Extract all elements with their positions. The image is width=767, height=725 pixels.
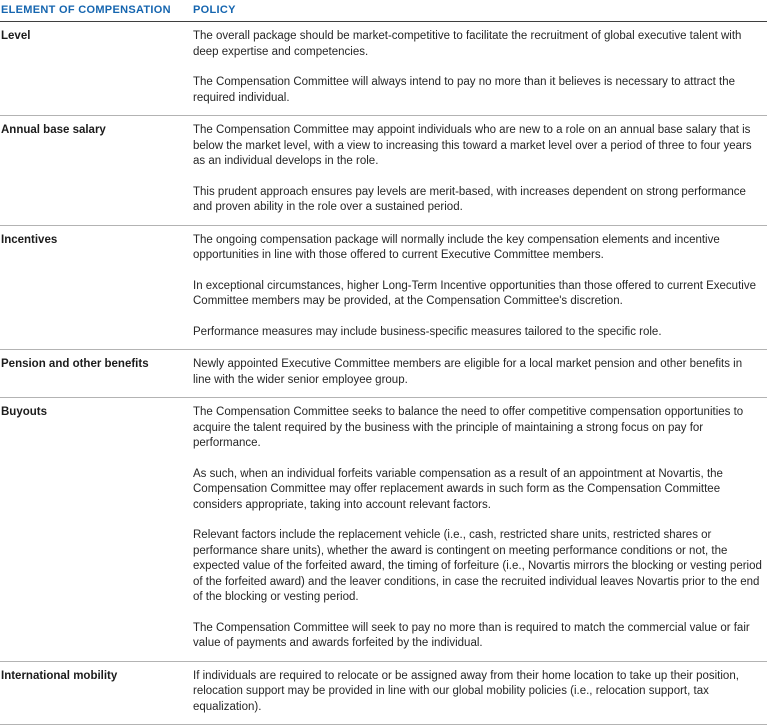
policy-cell	[193, 669, 767, 716]
policy-cell	[193, 123, 767, 216]
table-row-pension-and-other-benefits	[0, 350, 767, 398]
element-cell: International mobility	[1, 669, 186, 716]
element-cell: Buyouts	[1, 405, 186, 652]
element-cell: Incentives	[1, 233, 186, 341]
policy-paragraph: The Compensation Committee may appoint individuals who are new to a role on an annual base salary that is below the market level, with a view to increasing this toward a market level over a period of three to four years as an individual develops in the role.	[193, 123, 763, 170]
compensation-policy-table	[0, 2, 767, 725]
policy-paragraph: In exceptional circumstances, higher Long-Term Incentive opportunities than those offered to current Executive Committee members may be provided, at the Compensation Committee's discretion.	[193, 279, 763, 310]
table-row-level	[0, 22, 767, 116]
policy-cell	[193, 405, 767, 652]
policy-paragraph: If individuals are required to relocate or be assigned away from their home location to take up their position, relocation support may be provided in line with our global mobility policies (i.e., relocation support, tax equalization).	[193, 669, 763, 716]
policy-paragraph: The ongoing compensation package will normally include the key compensation elements and incentive opportunities in line with those offered to current Executive Committee members.	[193, 233, 763, 264]
column-header-element-of-compensation: ELEMENT OF COMPENSATION	[1, 4, 186, 16]
element-cell: Level	[1, 29, 186, 106]
policy-paragraph: The Compensation Committee will always intend to pay no more than it believes is necessary to attract the required individual.	[193, 75, 763, 106]
table-row-annual-base-salary	[0, 116, 767, 226]
policy-cell	[193, 29, 767, 106]
policy-cell	[193, 233, 767, 341]
policy-paragraph: The Compensation Committee will seek to pay no more than is required to match the commercial value or fair value of payments and awards forfeited by the individual.	[193, 621, 763, 652]
table-row-international-mobility	[0, 662, 767, 725]
policy-paragraph: Newly appointed Executive Committee members are eligible for a local market pension and other benefits in line with the wider senior employee group.	[193, 357, 763, 388]
element-cell: Annual base salary	[1, 123, 186, 216]
policy-paragraph: The Compensation Committee seeks to balance the need to offer competitive compensation opportunities to acquire the talent required by the business with the principle of maintaining a strong focus on pay for performance.	[193, 405, 763, 452]
table-header-row	[0, 2, 767, 22]
policy-paragraph: This prudent approach ensures pay levels are merit-based, with increases dependent on strong performance and proven ability in the role over a sustained period.	[193, 185, 763, 216]
policy-paragraph: Relevant factors include the replacement vehicle (i.e., cash, restricted share units, restricted shares or performance share units), whether the award is contingent on meeting performance conditions or not, the expected value of the forfeited award, the timing of forfeiture (i.e., Novartis mirrors the blocking or vesting period of the forfeited award) and the leaver conditions, in case the recruited individual leaves Novartis prior to the end of the blocking or vesting period.	[193, 528, 763, 606]
element-cell: Pension and other benefits	[1, 357, 186, 388]
column-header-policy: POLICY	[193, 4, 767, 16]
table-row-incentives	[0, 226, 767, 351]
table-row-buyouts	[0, 398, 767, 662]
policy-cell	[193, 357, 767, 388]
policy-paragraph: As such, when an individual forfeits variable compensation as a result of an appointment at Novartis, the Compensation Committee may offer replacement awards in such form as the Compensation Committee considers appropriate, taking into account relevant factors.	[193, 467, 763, 514]
policy-paragraph: Performance measures may include business-specific measures tailored to the specific role.	[193, 325, 763, 341]
policy-paragraph: The overall package should be market-competitive to facilitate the recruitment of global executive talent with deep expertise and competencies.	[193, 29, 763, 60]
